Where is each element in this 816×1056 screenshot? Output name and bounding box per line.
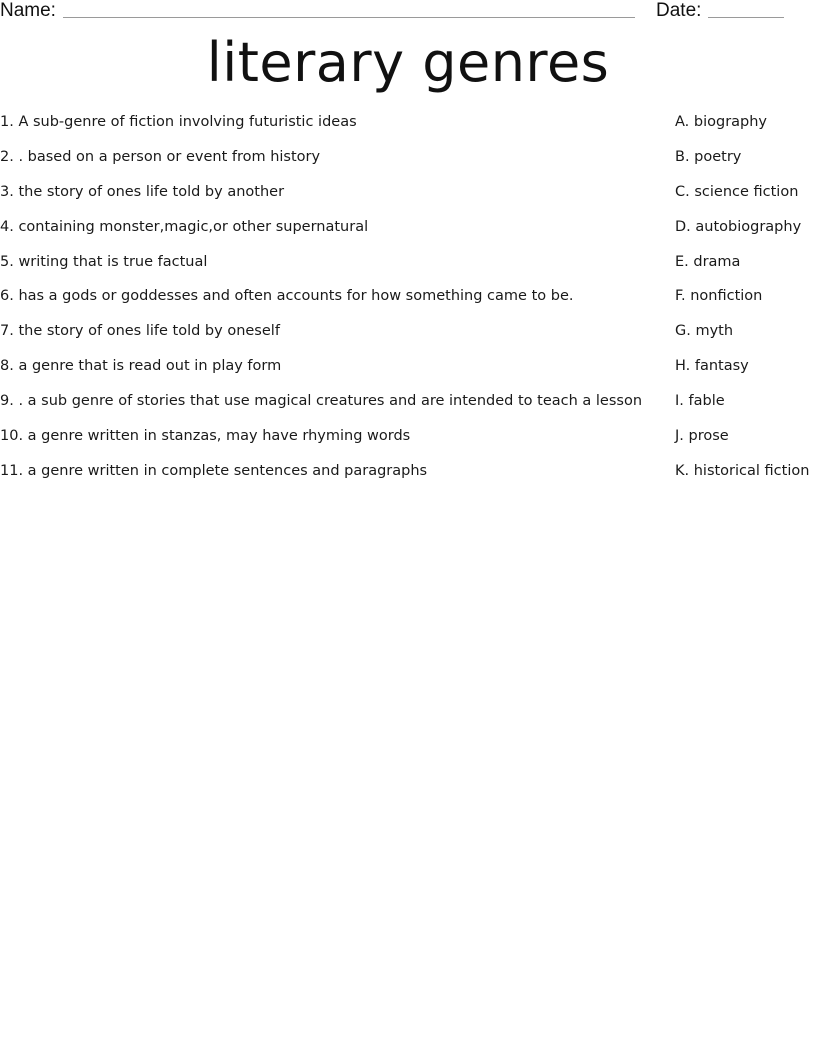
clue-text: 5. writing that is true factual [0, 253, 208, 270]
clue-text: 7. the story of ones life told by oneself [0, 323, 280, 340]
clue-text: 9. . a sub genre of stories that use magical creatures and are intended to teach a lesson [0, 393, 643, 410]
list-item [0, 356, 816, 391]
answer-option: C. science fiction [675, 183, 799, 200]
list-item [0, 321, 816, 356]
list-item [0, 391, 816, 426]
answer-option: G. myth [675, 323, 734, 340]
answer-option: E. drama [675, 253, 741, 270]
page-title: literary genres [206, 31, 610, 94]
list-item [0, 461, 816, 496]
name-label: Name: [0, 0, 56, 21]
answer-option: J. prose [675, 428, 729, 445]
answer-option: K. historical fiction [675, 462, 810, 479]
clue-text: 1. A sub-genre of fiction involving futuristic ideas [0, 114, 357, 130]
clue-text: 11. a genre written in complete sentences and paragraphs [0, 462, 428, 479]
answer-option: D. autobiography [675, 218, 802, 235]
answer-option: B. poetry [675, 148, 742, 165]
matching-list [0, 112, 816, 496]
clue-text: 8. a genre that is read out in play form [0, 358, 282, 375]
clue-text: 3. the story of ones life told by another [0, 183, 285, 200]
list-item [0, 217, 816, 252]
answer-option: A. biography [675, 114, 768, 130]
name-blank-line[interactable] [63, 17, 635, 18]
worksheet-header [0, 0, 816, 24]
answer-option: H. fantasy [675, 358, 749, 375]
date-label: Date: [656, 0, 702, 21]
answer-option: I. fable [675, 393, 725, 410]
list-item [0, 426, 816, 461]
clue-text: 4. containing monster,magic,or other supernatural [0, 218, 369, 235]
clue-text: 6. has a gods or goddesses and often accounts for how something came to be. [0, 288, 574, 305]
clue-text: 10. a genre written in stanzas, may have rhyming words [0, 428, 411, 445]
list-item [0, 112, 816, 147]
list-item [0, 147, 816, 182]
list-item [0, 286, 816, 321]
list-item [0, 252, 816, 287]
list-item [0, 182, 816, 217]
clue-text: 2. . based on a person or event from history [0, 148, 321, 165]
answer-option: F. nonfiction [675, 288, 763, 305]
date-blank-line[interactable] [708, 17, 784, 18]
